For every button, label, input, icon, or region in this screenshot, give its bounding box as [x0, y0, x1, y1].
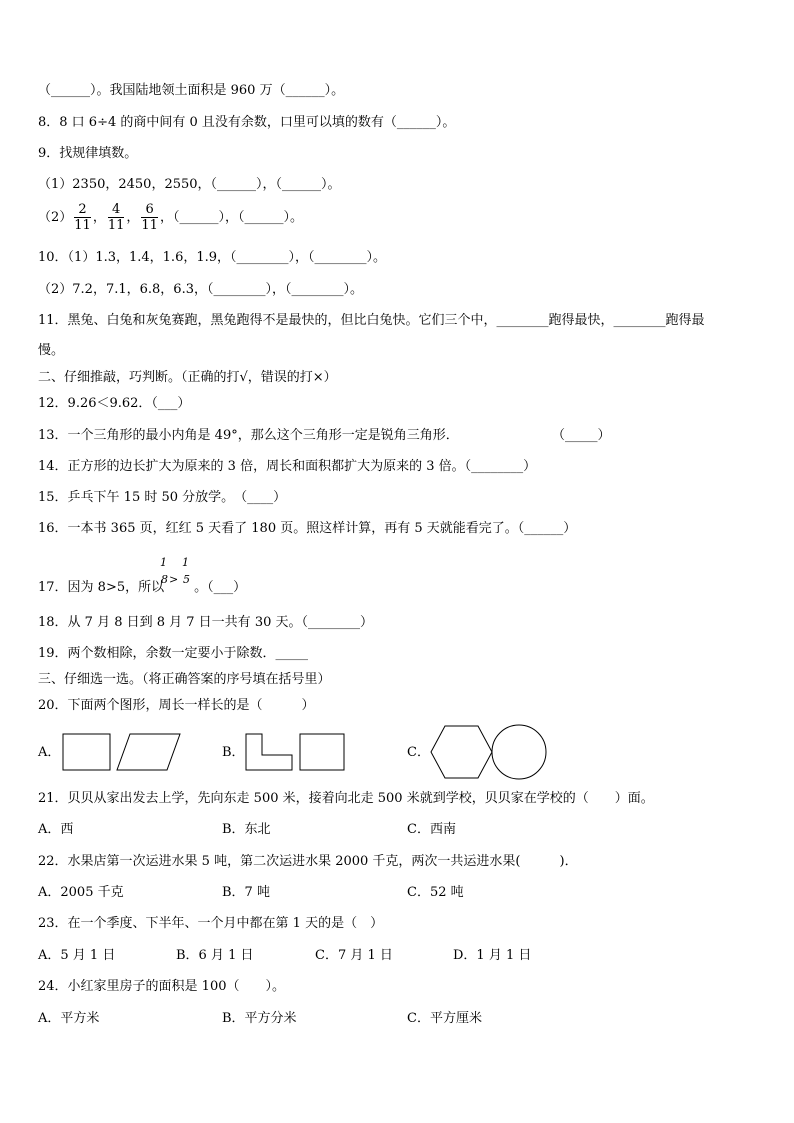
question-17-suffix: 。（___）	[194, 580, 247, 595]
q23-option-a: A．5 月 1 日	[38, 948, 116, 963]
question-23: 23．在一个季度、下半年、一个月中都在第 1 天的是（ ）	[38, 916, 384, 931]
hexagon-figure	[431, 726, 492, 778]
question-13-blank: （_____）	[552, 428, 611, 443]
question-17-prefix: 17．因为 8>5，所以	[38, 580, 165, 595]
q23-option-b: B．6 月 1 日	[176, 948, 254, 963]
q17-left-den: 8	[161, 573, 168, 586]
question-16: 16．一本书 365 页，红红 5 天看了 180 页。照这样计算，再有 5 天就能看完了。（______）	[38, 521, 577, 536]
q17-op: >	[169, 573, 179, 586]
q22-option-b: B．7 吨	[222, 885, 270, 900]
question-9-2-prefix: （2）	[38, 210, 73, 225]
question-22: 22．水果店第一次运进水果 5 吨，第二次运进水果 2000 千克，两次一共运进水果( )．	[38, 854, 578, 869]
question-14: 14．正方形的边长扩大为原来的 3 倍，周长和面积都扩大为原来的 3 倍。（________）	[38, 459, 537, 474]
q21-option-a: A．西	[38, 822, 74, 837]
question-10-1: 10．（1）1.3，1.4，1.6，1.9，（________），（________）。	[38, 250, 387, 265]
q17-right-num: 1	[182, 556, 189, 569]
question-8: 8．8 口 6÷4 的商中间有 0 且没有余数，口里可以填的数有（______）。	[38, 115, 456, 130]
q17-left-num: 1	[160, 556, 167, 569]
q21-option-b: B．东北	[222, 822, 271, 837]
q22-option-a: A．2005 千克	[38, 885, 124, 900]
q20-option-c: C．	[407, 745, 430, 760]
fraction-2-11: $\frac{2}{11}$	[74, 202, 91, 233]
question-21: 21．贝贝从家出发去上学，先向东走 500 米，接着向北走 500 米就到学校，贝贝家在学校的（ ）面。	[38, 791, 654, 806]
question-20: 20．下面两个图形，周长一样长的是（ ）	[38, 698, 315, 713]
q22-option-c: C．52 吨	[407, 885, 464, 900]
section-2-heading: 二、仔细推敲，巧判断。（正确的打√，错误的打×）	[38, 370, 337, 385]
question-13: 13．一个三角形的最小内角是 49°，那么这个三角形一定是锐角三角形．	[38, 428, 459, 443]
question-11-line1: 11．黑兔、白兔和灰兔赛跑，黑兔跑得不是最快的，但比白兔快。它们三个中，________跑得最快，________跑得最	[38, 313, 705, 328]
question-9-1: （1）2350，2450，2550，（______），（______）。	[38, 177, 341, 192]
parallelogram-figure	[117, 734, 180, 770]
question-12: 12．9.26＜9.62．（___）	[38, 396, 191, 411]
q24-option-c: C．平方厘米	[407, 1011, 482, 1026]
fraction-4-11: $\frac{4}{11}$	[107, 202, 125, 233]
q23-option-d: D．1 月 1 日	[453, 948, 532, 963]
q24-option-b: B．平方分米	[222, 1011, 297, 1026]
circle-figure	[492, 725, 546, 779]
question-9-2: （2） $\frac{2}{11}$ ， $\frac{4}{11}$ ， $\frac{6}{11}$ ，（______），（______）。	[38, 202, 303, 233]
question-19: 19．两个数相除，余数一定要小于除数．_____	[38, 646, 309, 661]
section-3-heading: 三、仔细选一选。（将正确答案的序号填在括号里）	[38, 672, 331, 687]
q21-option-c: C．西南	[407, 822, 456, 837]
q20-option-b: B．	[222, 745, 245, 760]
q23-option-c: C．7 月 1 日	[315, 948, 393, 963]
question-18: 18．从 7 月 8 日到 8 月 7 日一共有 30 天。（________）	[38, 615, 373, 630]
question-9: 9．找规律填数。	[38, 146, 138, 161]
square-figure-a	[63, 734, 110, 770]
question-24: 24．小红家里房子的面积是 100（ ）。	[38, 979, 285, 994]
fraction-6-11: $\frac{6}{11}$	[141, 202, 158, 233]
l-shape-figure	[246, 734, 292, 770]
square-figure-b	[300, 734, 344, 770]
question-11-line2: 慢。	[38, 343, 65, 358]
line-continuation: （______）。我国陆地领土面积是 960 万（______）。	[38, 83, 345, 98]
question-15: 15．乒乓下午 15 时 50 分放学。 （____）	[38, 490, 287, 505]
q20-option-a: A．	[38, 745, 61, 760]
q17-right-den: 5	[183, 573, 190, 586]
question-9-2-suffix: ，（______），（______）。	[159, 210, 303, 225]
question-10-2: （2）7.2，7.1，6.8，6.3，（________），（________）。	[38, 282, 363, 297]
q24-option-a: A．平方米	[38, 1011, 100, 1026]
